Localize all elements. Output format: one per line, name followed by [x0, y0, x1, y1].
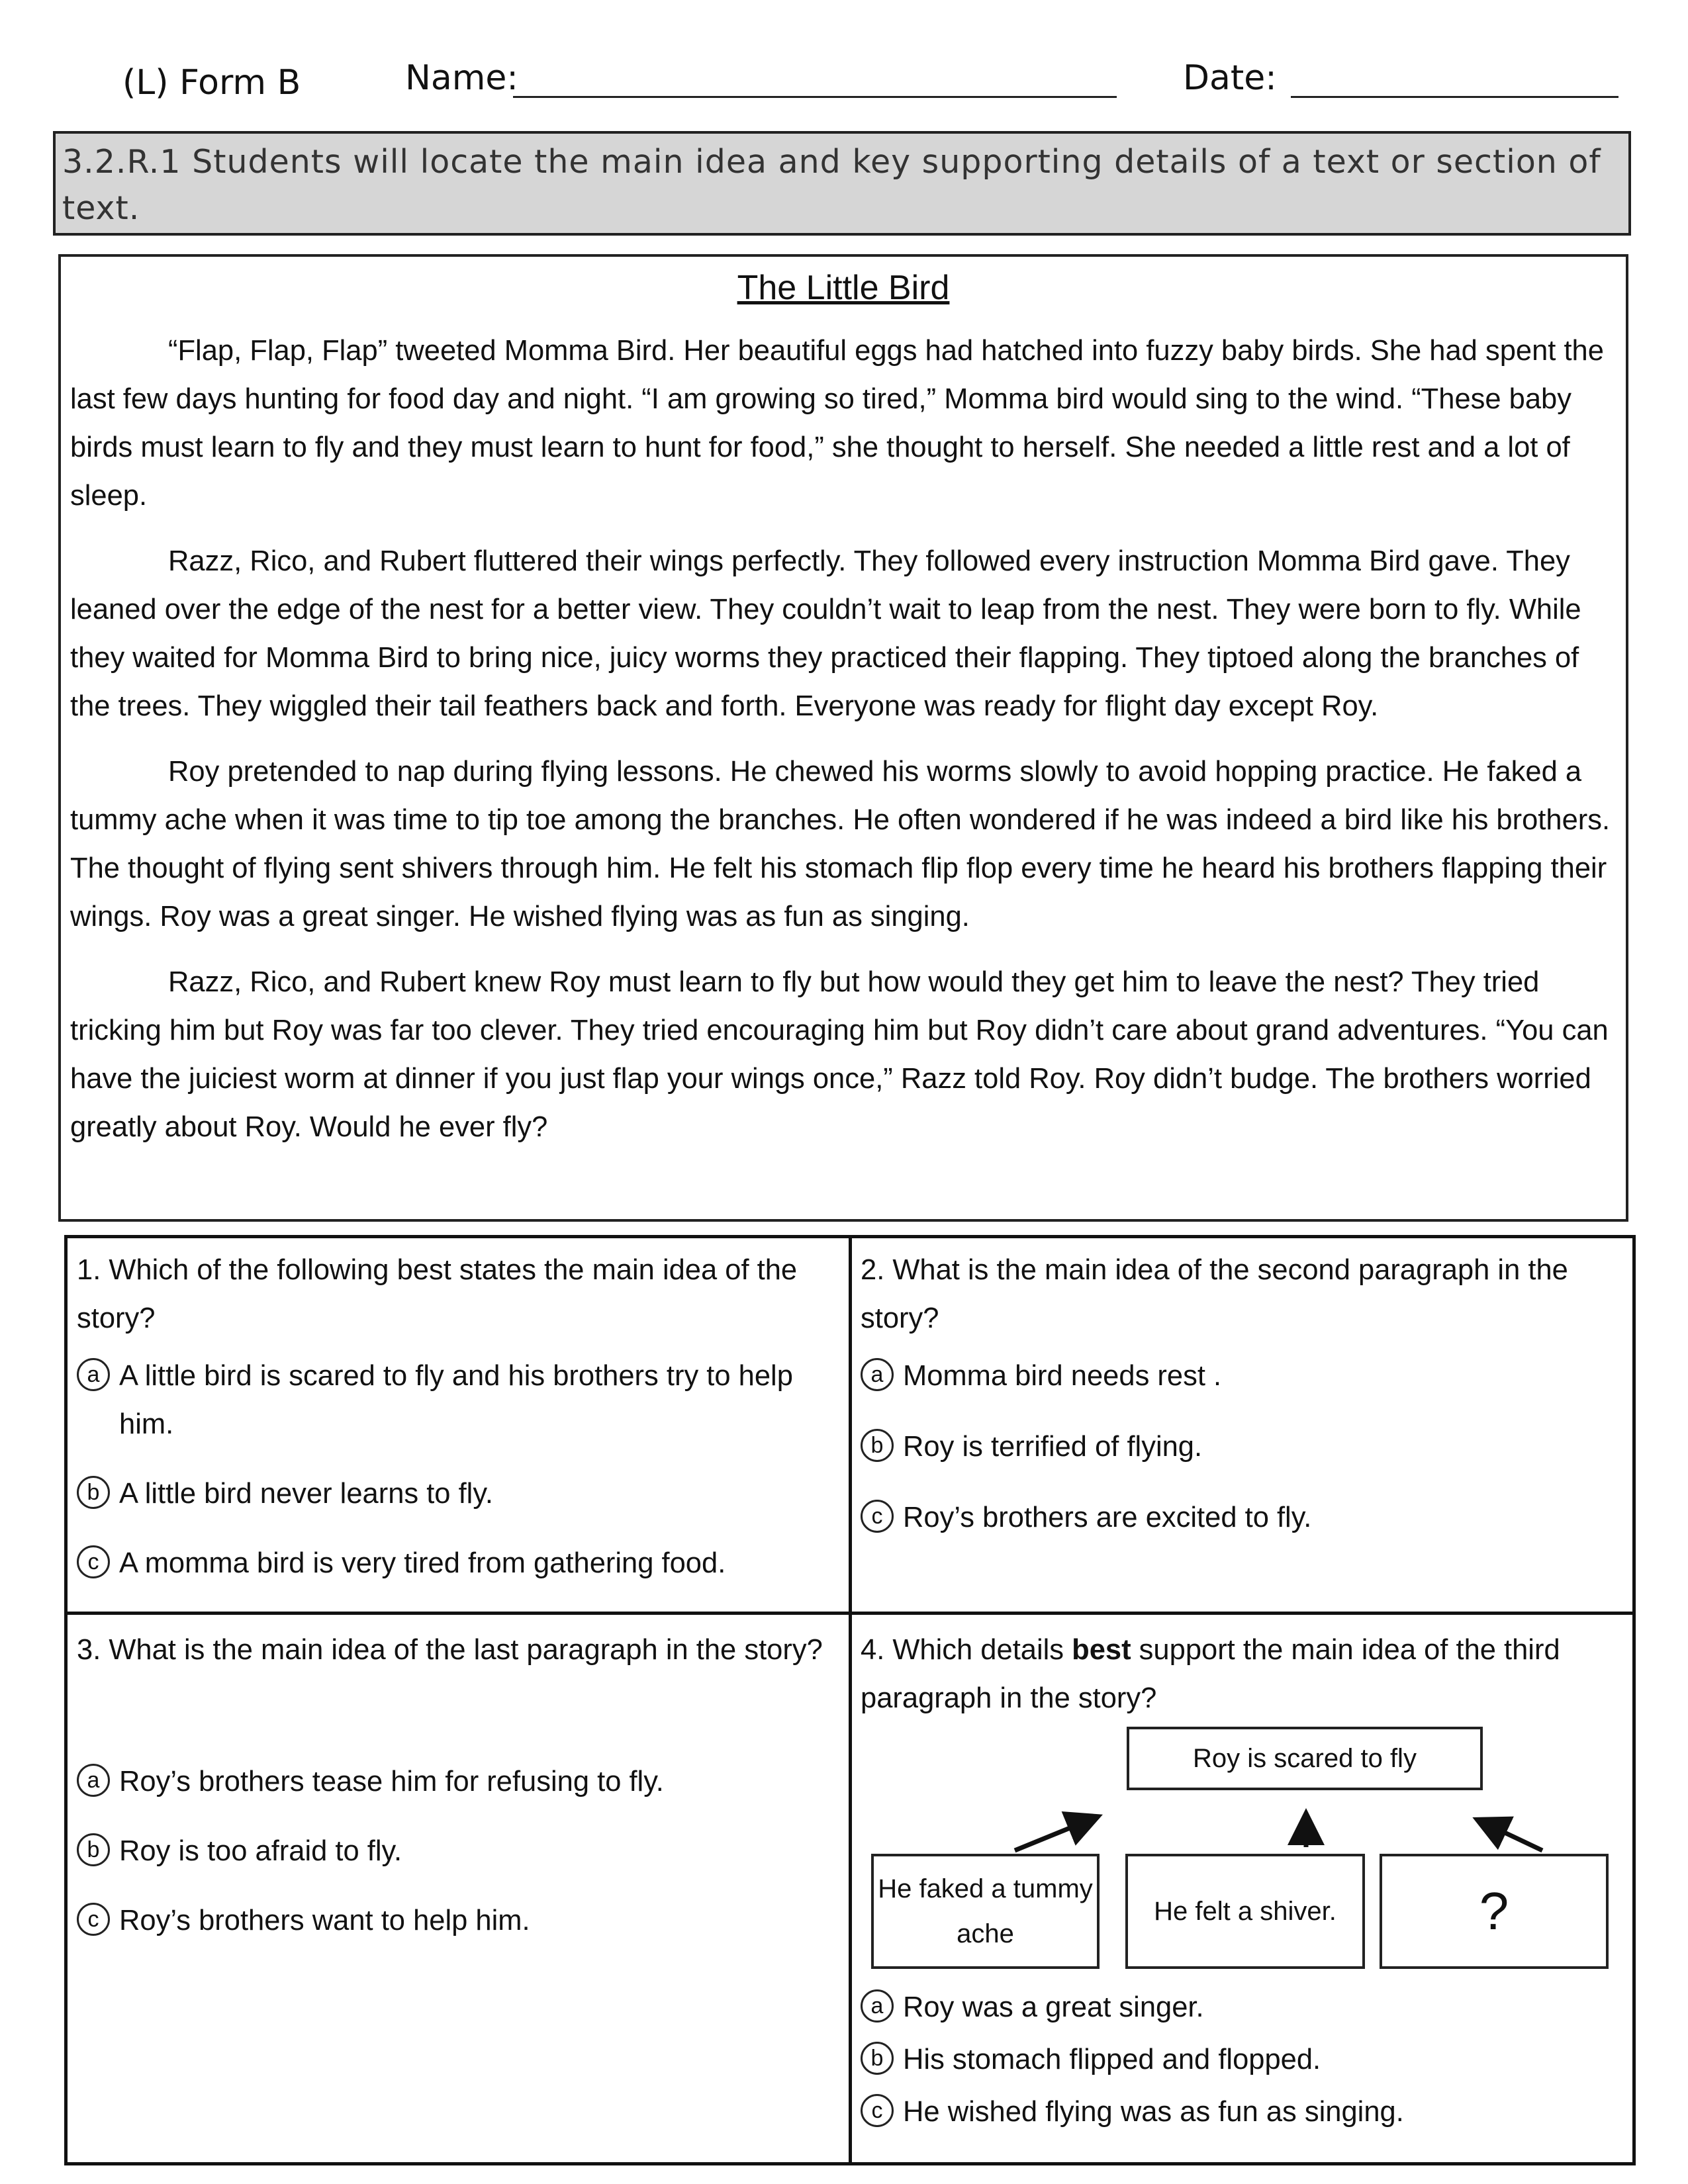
- question-3-option-c[interactable]: [77, 1897, 838, 1945]
- standard-text: 3.2.R.1 Students will locate the main idea and key supporting details of a text or section of text.: [62, 143, 1601, 227]
- story-passage: [58, 254, 1628, 1222]
- question-1-option-c[interactable]: [77, 1539, 838, 1588]
- date-label: Date:: [1183, 58, 1277, 98]
- question-1-option-a[interactable]: [77, 1352, 838, 1449]
- option-text: Roy’s brothers are excited to fly.: [903, 1502, 1312, 1533]
- name-field-line[interactable]: [513, 96, 1117, 98]
- question-4-text-end: support the main idea of the third paragraph in the story?: [861, 1634, 1560, 1714]
- bubble-b-icon[interactable]: b: [861, 2042, 894, 2075]
- question-2: [861, 1246, 1628, 1542]
- option-text: His stomach flipped and flopped.: [903, 2044, 1321, 2075]
- form-label: (L) Form B: [122, 63, 301, 103]
- option-text: Roy’s brothers want to help him.: [119, 1905, 530, 1936]
- question-4-option-b[interactable]: [861, 2036, 1615, 2084]
- story-paragraph-2: Razz, Rico, and Rubert fluttered their wings perfectly. They followed every instruction Momma Bird gave. They leaned over the edge of the nest for a better view. They couldn’t wait to leap from the nest. They were born to fly. While they waited for Momma Bird to bring nice, juicy worms they practiced their flapping. They tiptoed along the branches of the trees. They wiggled their tail feathers back and forth. Everyone was ready for flight day except Roy.: [70, 545, 1581, 722]
- date-field-line[interactable]: [1291, 96, 1618, 98]
- bubble-c-icon[interactable]: c: [77, 1903, 110, 1936]
- question-2-option-a[interactable]: [861, 1352, 1628, 1400]
- story-paragraph-4: Razz, Rico, and Rubert knew Roy must learn to fly but how would they get him to leave the nest? They tried tricking him but Roy was far too clever. They tried encouraging him but Roy didn’t care about grand adventures. “You can have the juiciest worm at dinner if you just flap your wings once,” Razz told Roy. Roy didn’t budge. The brothers worried greatly about Roy. Would he ever fly?: [70, 966, 1609, 1143]
- option-text: Roy’s brothers tease him for refusing to fly.: [119, 1766, 664, 1797]
- question-2-option-b[interactable]: [861, 1423, 1628, 1471]
- arrow-right: [1481, 1821, 1542, 1850]
- bubble-a-icon[interactable]: a: [861, 1989, 894, 2023]
- question-3-option-b[interactable]: [77, 1827, 838, 1876]
- option-text: A little bird never learns to fly.: [119, 1478, 493, 1510]
- bubble-b-icon[interactable]: b: [77, 1833, 110, 1866]
- question-2-option-c[interactable]: [861, 1494, 1628, 1542]
- question-3-option-a[interactable]: [77, 1758, 838, 1806]
- bubble-a-icon[interactable]: a: [77, 1358, 110, 1391]
- question-2-text: 2. What is the main idea of the second paragraph in the story?: [861, 1254, 1568, 1334]
- bubble-c-icon[interactable]: c: [861, 2094, 894, 2127]
- option-text: He wished flying was as fun as singing.: [903, 2096, 1404, 2128]
- detail-box-3[interactable]: ?: [1380, 1854, 1609, 1969]
- question-3-text: 3. What is the main idea of the last paragraph in the story?: [77, 1634, 823, 1666]
- bubble-c-icon[interactable]: c: [861, 1500, 894, 1533]
- main-idea-box: Roy is scared to fly: [1127, 1727, 1483, 1790]
- name-label: Name:: [405, 58, 518, 98]
- bubble-a-icon[interactable]: a: [861, 1358, 894, 1391]
- detail-box-2: He felt a shiver.: [1125, 1854, 1365, 1969]
- bubble-c-icon[interactable]: c: [77, 1545, 110, 1578]
- option-text: Roy is terrified of flying.: [903, 1431, 1203, 1463]
- option-text: Roy was a great singer.: [903, 1991, 1204, 2023]
- question-4-option-c[interactable]: [861, 2088, 1615, 2136]
- arrow-left: [1015, 1818, 1094, 1850]
- story-paragraph-1: “Flap, Flap, Flap” tweeted Momma Bird. Her beautiful eggs had hatched into fuzzy baby birds. She had spent the last few days hunting for food day and night. “I am growing so tired,” Momma bird would sing to the wind. “These baby birds must learn to fly and they must learn to hunt for food,” she thought to herself. She needed a little rest and a lot of sleep.: [70, 335, 1604, 512]
- option-text: A momma bird is very tired from gathering food.: [119, 1547, 726, 1579]
- option-text: Momma bird needs rest .: [903, 1360, 1222, 1392]
- question-4-option-a[interactable]: [861, 1983, 1615, 2032]
- question-1-option-b[interactable]: [77, 1470, 838, 1518]
- grid-vertical-divider: [849, 1238, 852, 2162]
- grid-horizontal-divider: [68, 1612, 1632, 1615]
- bubble-b-icon[interactable]: b: [77, 1476, 110, 1509]
- question-3: [77, 1626, 838, 1945]
- question-4-text-start: 4. Which details: [861, 1634, 1072, 1666]
- question-4-emphasis: best: [1072, 1634, 1131, 1666]
- question-1-text: 1. Which of the following best states the main idea of the story?: [77, 1254, 798, 1334]
- option-text: Roy is too afraid to fly.: [119, 1835, 402, 1867]
- detail-box-1: He faked a tummy ache: [871, 1854, 1100, 1969]
- story-title: The Little Bird: [737, 269, 950, 307]
- bubble-a-icon[interactable]: a: [77, 1764, 110, 1797]
- questions-grid: [64, 1235, 1636, 2165]
- option-text: A little bird is scared to fly and his brothers try to help him.: [119, 1360, 793, 1440]
- story-paragraph-3: Roy pretended to nap during flying lessons. He chewed his worms slowly to avoid hopping practice. He faked a tummy ache when it was time to tip toe among the branches. He often wondered if he was indeed a bird like his brothers. The thought of flying sent shivers through him. He felt his stomach flip flop every time he heard his brothers flapping their wings. Roy was a great singer. He wished flying was as fun as singing.: [70, 756, 1611, 933]
- question-4: [861, 1626, 1628, 2162]
- standard-box: [53, 131, 1631, 236]
- question-1: [77, 1246, 838, 1588]
- bubble-b-icon[interactable]: b: [861, 1429, 894, 1462]
